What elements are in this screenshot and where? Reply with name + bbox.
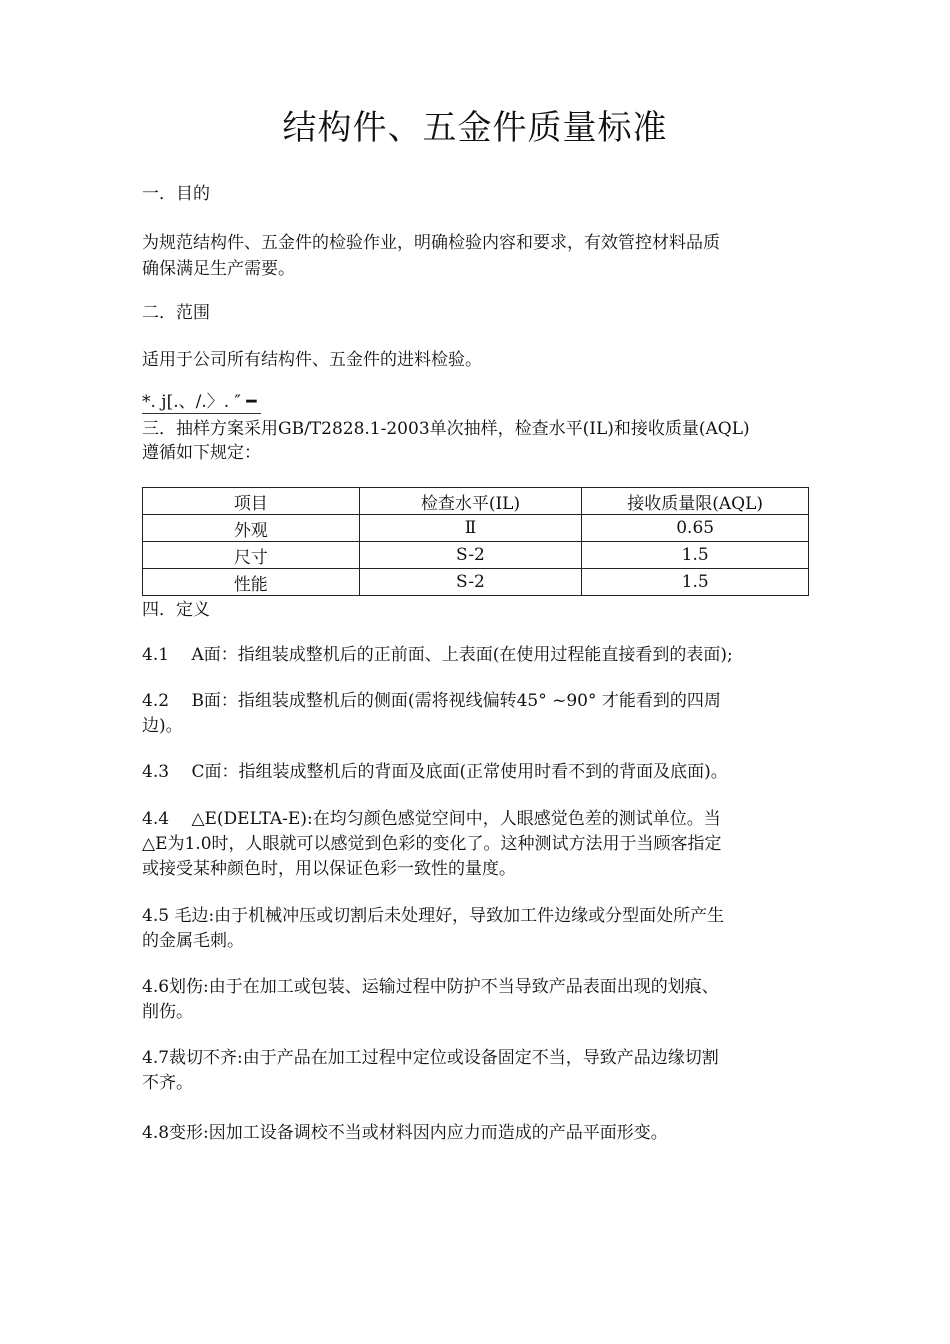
definition-text-line: 4.1 A面：指组装成整机后的正前面、上表面(在使用过程能直接看到的表面); (142, 645, 733, 665)
definition-text-line: 4.5 毛边:由于机械冲压或切割后未处理好，导致加工件边缘或分型面处所产生 (142, 906, 725, 926)
garbled-ocr-line: *. j[.、/.〉. ″ ━ (142, 391, 261, 414)
definition-text-line: 或接受某种颜色时，用以保证色彩一致性的量度。 (142, 859, 516, 879)
table-cell: 尺寸 (143, 542, 360, 569)
aql-table (142, 487, 809, 596)
definition-text-line: 4.8变形:因加工设备调校不当或材料因内应力而造成的产品平面形变。 (142, 1123, 668, 1143)
table-header-cell: 项目 (143, 488, 360, 515)
definition-text-line: 削伤。 (142, 1002, 193, 1022)
section-heading-scope: 二．范围 (142, 303, 210, 323)
table-cell: 外观 (143, 515, 360, 542)
sampling-text-line: 遵循如下规定： (142, 443, 261, 463)
purpose-text-line: 为规范结构件、五金件的检验作业，明确检验内容和要求，有效管控材料品质 (142, 233, 720, 253)
table-cell: 0.65 (582, 515, 809, 542)
sampling-text-line: 三．抽样方案采用GB/T2828.1-2003单次抽样，检查水平(IL)和接收质量(AQL) (142, 419, 750, 439)
table-header-cell: 检查水平(IL) (359, 488, 582, 515)
definition-text-line: 4.4 △E(DELTA-E):在均匀颜色感觉空间中，人眼感觉色差的测试单位。当 (142, 809, 721, 829)
table-cell: 1.5 (582, 542, 809, 569)
table-row (143, 569, 809, 596)
definition-text-line: 4.6划伤:由于在加工或包装、运输过程中防护不当导致产品表面出现的划痕、 (142, 977, 719, 997)
purpose-text-line: 确保满足生产需要。 (142, 259, 295, 279)
definition-text-line: 不齐。 (142, 1073, 193, 1093)
definition-text-line: 边)。 (142, 716, 183, 736)
section-heading-definitions: 四．定义 (142, 600, 210, 620)
table-cell: S-2 (359, 542, 582, 569)
scope-text: 适用于公司所有结构件、五金件的进料检验。 (142, 350, 482, 370)
definition-text-line: 4.7裁切不齐:由于产品在加工过程中定位或设备固定不当，导致产品边缘切割 (142, 1048, 719, 1068)
table-cell: Ⅱ (359, 515, 582, 542)
definition-text-line: △E为1.0时，人眼就可以感觉到色彩的变化了。这种测试方法用于当顾客指定 (142, 834, 722, 854)
page-title: 结构件、五金件质量标准 (282, 108, 668, 148)
definition-text-line: 的金属毛刺。 (142, 931, 244, 951)
table-row (143, 542, 809, 569)
table-cell: S-2 (359, 569, 582, 596)
table-row (143, 515, 809, 542)
definition-text-line: 4.2 B面：指组装成整机后的侧面(需将视线偏转45° ~90° 才能看到的四周 (142, 691, 721, 711)
definition-text-line: 4.3 C面：指组装成整机后的背面及底面(正常使用时看不到的背面及底面)。 (142, 762, 728, 782)
section-heading-purpose: 一．目的 (142, 184, 210, 204)
table-cell: 性能 (143, 569, 360, 596)
table-cell: 1.5 (582, 569, 809, 596)
table-header-row (143, 488, 809, 515)
table-header-cell: 接收质量限(AQL) (582, 488, 809, 515)
